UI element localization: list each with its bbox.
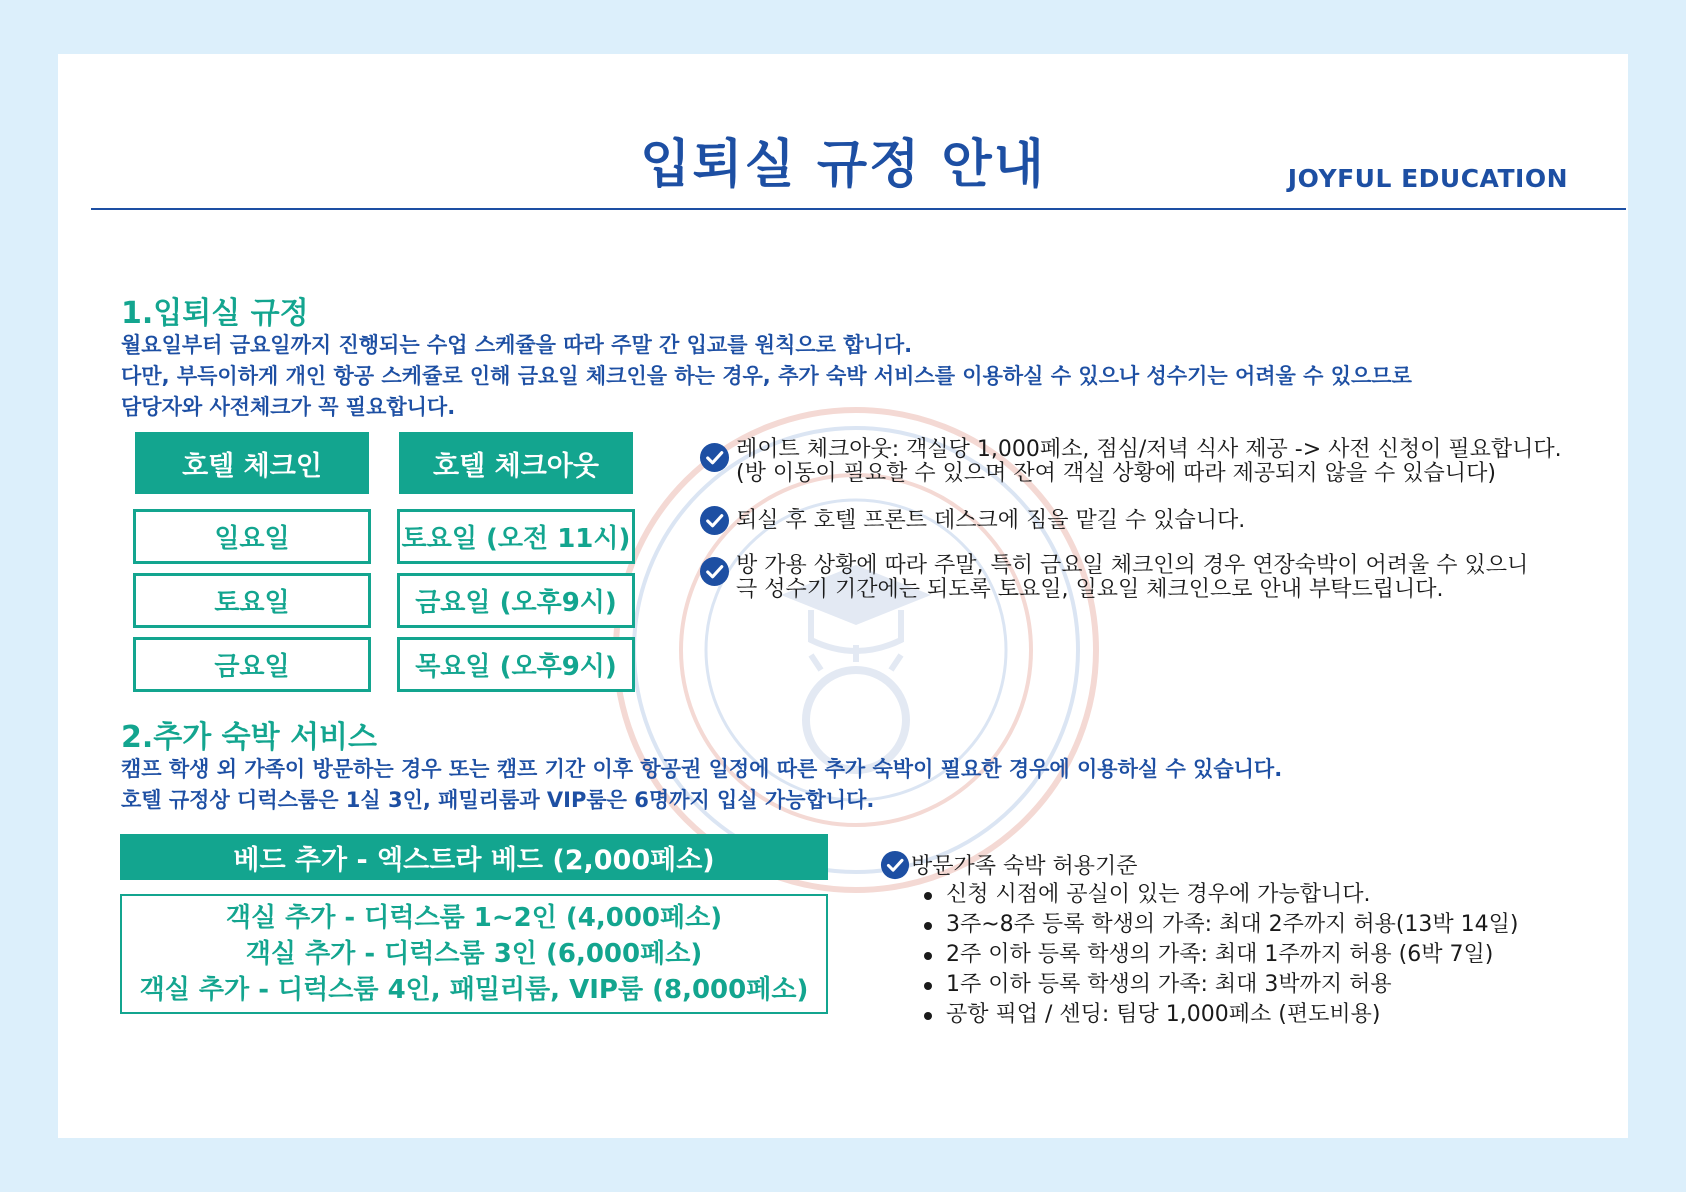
check-circle-icon [699,505,730,536]
list-item: 2주 이하 등록 학생의 가족: 최대 1주까지 허용 (6박 7일) [924,940,1518,970]
room-option: 객실 추가 - 디럭스룸 1~2인 (4,000페소) [225,903,723,933]
check-circle-icon [699,442,730,473]
section1-line: 다만, 부득이하게 개인 항공 스케쥴로 인해 금요일 체크인을 하는 경우, 추가 숙박 서비스를 이용하실 수 있으나 성수기는 어려울 수 있으므로 [121,364,1412,388]
section1-line: 담당자와 사전체크가 꼭 필요합니다. [121,395,456,419]
checkout-cell: 금요일 (오후9시) [397,573,635,628]
note-line: 레이트 체크아웃: 객실당 1,000페소, 점심/저녁 식사 제공 -> 사전 신청이 필요합니다. [736,437,1562,462]
room-options-box [120,894,828,1014]
checkout-cell: 목요일 (오후9시) [397,637,635,692]
list-item: 3주~8주 등록 학생의 가족: 최대 2주까지 허용(13박 14일) [924,910,1518,940]
section1-heading: 1.입퇴실 규정 [121,296,309,331]
section2-line: 호텔 규정상 디럭스룸은 1실 3인, 패밀리룸과 VIP룸은 6명까지 입실 가능합니다. [121,788,875,812]
section1-description [121,330,1412,423]
room-option: 객실 추가 - 디럭스룸 4인, 패밀리룸, VIP룸 (8,000페소) [139,975,809,1005]
section2-heading: 2.추가 숙박 서비스 [121,720,378,755]
list-item: 1주 이하 등록 학생의 가족: 최대 3박까지 허용 [924,970,1518,1000]
note-line: (방 이동이 필요할 수 있으며 잔여 객실 상황에 따라 제공되지 않을 수 있습니다) [736,461,1496,486]
checkin-header: 호텔 체크인 [135,432,369,494]
checkout-header: 호텔 체크아웃 [399,432,633,494]
note-line: 방 가용 상황에 따라 주말, 특히 금요일 체크인의 경우 연장숙박이 어려울 수 있으니 [736,553,1529,578]
section2-line: 캠프 학생 외 가족이 방문하는 경우 또는 캠프 기간 이후 항공권 일정에 따른 추가 숙박이 필요한 경우에 이용하실 수 있습니다. [121,757,1283,781]
checkin-cell: 토요일 [133,573,371,628]
visit-criteria-title: 방문가족 숙박 허용기준 [911,854,1138,879]
section1-line: 월요일부터 금요일까지 진행되는 수업 스케쥴을 따라 주말 간 입교를 원칙으로 합니다. [121,333,913,357]
title-divider [91,208,1626,210]
visit-criteria-list [924,880,1518,1030]
checkin-cell: 금요일 [133,637,371,692]
check-circle-icon [880,850,910,880]
room-option: 객실 추가 - 디럭스룸 3인 (6,000페소) [245,939,703,969]
section2-description [121,754,1282,816]
note-luggage [736,509,1245,533]
note-late-checkout [736,438,1562,486]
extra-bed-banner: 베드 추가 - 엑스트라 베드 (2,000페소) [120,834,828,880]
brand-name: JOYFUL EDUCATION [1287,164,1568,193]
list-item: 신청 시점에 공실이 있는 경우에 가능합니다. [924,880,1518,910]
note-line: 퇴실 후 호텔 프론트 데스크에 짐을 맡길 수 있습니다. [736,508,1246,533]
check-circle-icon [699,556,730,587]
checkin-cell: 일요일 [133,509,371,564]
checkout-cell: 토요일 (오전 11시) [397,509,635,564]
document-page [58,54,1628,1138]
note-extension [736,554,1528,602]
page-title: 입퇴실 규정 안내 [640,135,1046,195]
list-item: 공항 픽업 / 센딩: 팀당 1,000페소 (편도비용) [924,1000,1518,1030]
note-line: 극 성수기 기간에는 되도록 토요일, 일요일 체크인으로 안내 부탁드립니다. [736,577,1444,602]
